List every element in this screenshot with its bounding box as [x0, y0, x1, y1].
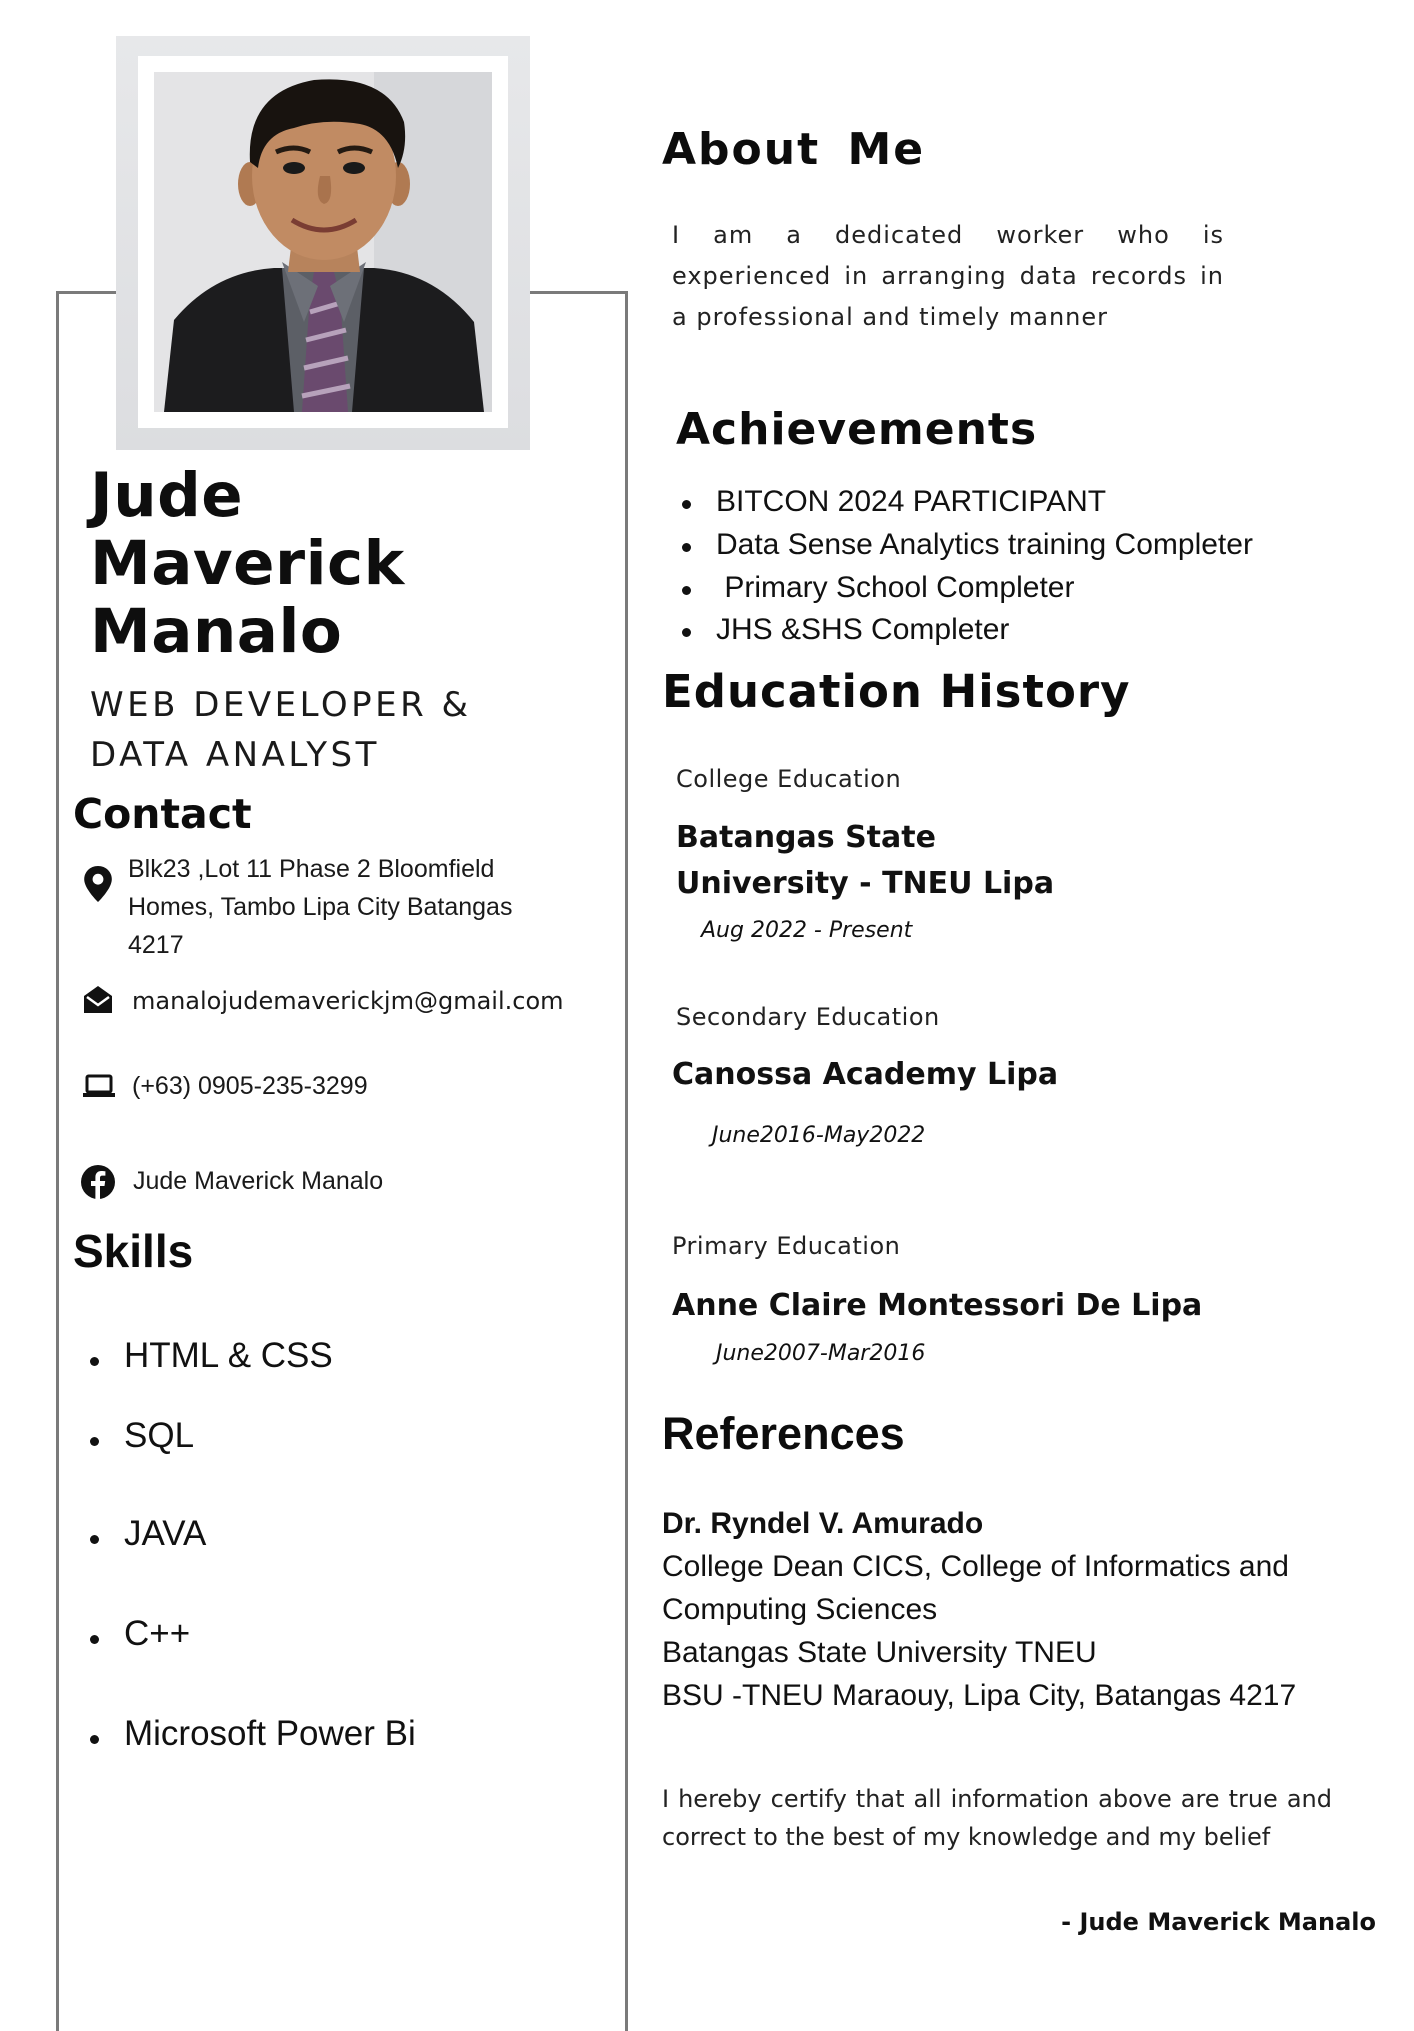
reference-line: Batangas State University TNEU: [662, 1636, 1097, 1669]
achievement-item: JHS &SHS Completer: [682, 613, 1009, 647]
reference-line: BSU -TNEU Maraouy, Lipa City, Batangas 4217: [662, 1679, 1297, 1712]
signature: - Jude Maverick Manalo: [1061, 1908, 1376, 1936]
achievements-heading: Achievements: [676, 404, 1038, 455]
education-heading: Education History: [662, 665, 1131, 718]
reference-entry: [662, 1502, 1296, 1717]
references-heading: References: [662, 1408, 905, 1459]
name-line: Maverick: [90, 528, 405, 599]
address: [128, 850, 512, 964]
reference-name: Dr. Ryndel V. Amurado: [662, 1507, 984, 1540]
reference-line: Computing Sciences: [662, 1593, 938, 1626]
skill-item: JAVA: [86, 1514, 206, 1554]
skill-item: HTML & CSS: [86, 1336, 333, 1376]
college-school-line: Batangas State: [676, 820, 936, 855]
primary-school: Anne Claire Montessori De Lipa: [672, 1288, 1203, 1323]
achievement-item: BITCON 2024 PARTICIPANT: [682, 485, 1106, 519]
secondary-school: Canossa Academy Lipa: [672, 1057, 1059, 1092]
full-name: [90, 462, 405, 666]
name-line: Manalo: [90, 596, 343, 667]
address-line: Blk23 ,Lot 11 Phase 2 Bloomfield: [128, 855, 495, 883]
profile-photo-frame: [138, 56, 508, 428]
certification-text: I hereby certify that all information above are true and correct to the best of my knowledge and my belief: [662, 1785, 1332, 1851]
email-address[interactable]: manalojudemaverickjm@gmail.com: [132, 987, 564, 1015]
phone-number[interactable]: (+63) 0905-235-3299: [132, 1072, 368, 1100]
address-line: 4217: [128, 931, 184, 959]
address-line: Homes, Tambo Lipa City Batangas: [128, 893, 513, 921]
achievement-item: Data Sense Analytics training Completer: [682, 528, 1253, 562]
facebook-icon: [81, 1165, 115, 1199]
college-school: [676, 815, 1054, 907]
college-school-line: University - TNEU Lipa: [676, 866, 1055, 901]
primary-dates: June2007-Mar2016: [716, 1341, 926, 1366]
secondary-label: Secondary Education: [676, 1003, 940, 1031]
about-text: I am a dedicated worker who is experienced in arranging data records in a professional and timely manner: [672, 221, 1224, 331]
skill-item: C++: [86, 1614, 190, 1654]
laptop-icon: [83, 1074, 115, 1098]
college-label: College Education: [676, 765, 902, 793]
job-title-line: WEB DEVELOPER &: [90, 685, 472, 725]
reference-line: College Dean CICS, College of Informatics and: [662, 1550, 1289, 1583]
skill-item: Microsoft Power Bi: [86, 1714, 416, 1754]
contact-heading: Contact: [73, 790, 252, 838]
location-pin-icon: [83, 866, 113, 902]
achievement-item: Primary School Completer: [682, 571, 1074, 605]
envelope-icon: [83, 985, 113, 1015]
name-line: Jude: [90, 460, 244, 531]
job-title-line: DATA ANALYST: [90, 735, 380, 775]
skills-heading: Skills: [73, 1225, 194, 1277]
primary-label: Primary Education: [672, 1232, 901, 1260]
facebook-name[interactable]: Jude Maverick Manalo: [133, 1167, 384, 1195]
secondary-dates: June2016-May2022: [712, 1123, 926, 1148]
about-heading: About Me: [662, 124, 926, 175]
job-title: [90, 680, 472, 780]
skill-item: SQL: [86, 1416, 194, 1456]
college-dates: Aug 2022 - Present: [701, 918, 913, 943]
